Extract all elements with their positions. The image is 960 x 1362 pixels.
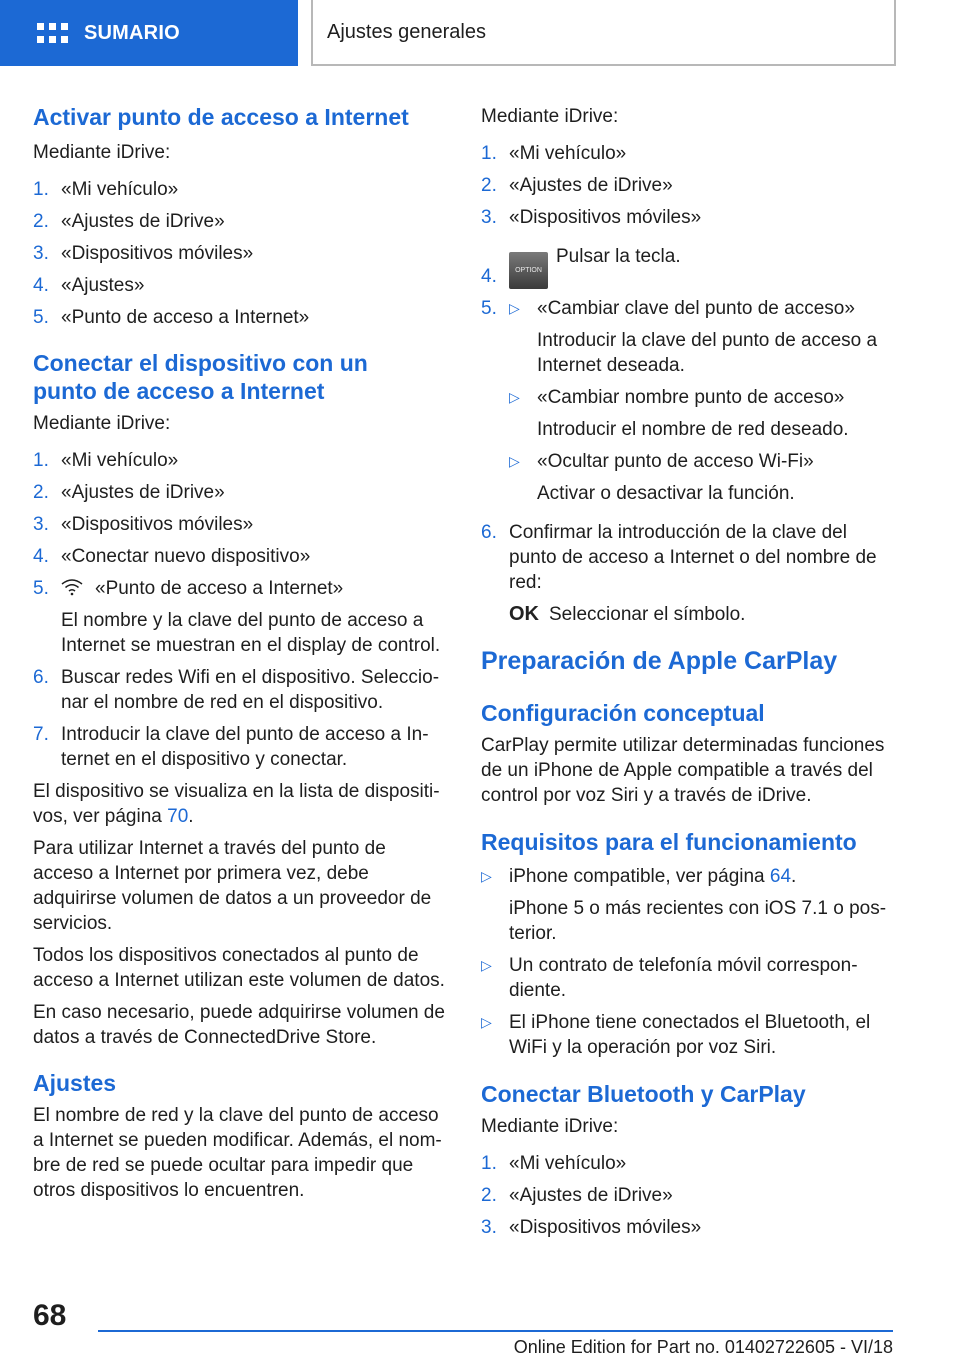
paragraph: Todos los dispositivos conectados al punto de acceso a Internet utilizan este volumen de datos. bbox=[33, 945, 445, 991]
heading-activate-hotspot: Activar punto de acceso a Internet bbox=[33, 104, 409, 130]
list-item: ▷ El iPhone tiene conectados el Bluetooth, el WiFi y la operación por voz Siri. bbox=[481, 1012, 871, 1058]
list-item: 3. «Dispositivos móviles» bbox=[33, 514, 254, 535]
list-item: 3. «Dispositivos móviles» bbox=[481, 1217, 702, 1238]
list-item: 4. OPTIONPulsar la tecla. bbox=[481, 246, 681, 287]
section-title: Ajustes generales bbox=[327, 20, 486, 43]
option-sublist bbox=[509, 296, 893, 506]
list-item: 2. «Ajustes de iDrive» bbox=[33, 482, 225, 503]
triangle-bullet-icon: ▷ bbox=[509, 389, 520, 405]
toc-label: SUMARIO bbox=[84, 21, 180, 44]
sub-list-item: ▷ «Cambiar nombre punto de acceso» Introducir el nombre de red deseado. bbox=[509, 387, 849, 440]
heading-connect-carplay: Conectar Bluetooth y CarPlay bbox=[481, 1081, 806, 1107]
triangle-bullet-icon: ▷ bbox=[509, 453, 520, 469]
requirements-list bbox=[481, 864, 893, 1060]
list-item: 2. «Ajustes de iDrive» bbox=[481, 175, 673, 196]
top-navigation bbox=[0, 0, 960, 66]
page-number: 68 bbox=[33, 1299, 67, 1332]
paragraph: En caso necesario, puede adquirirse volumen de datos a través de ConnectedDrive Store. bbox=[33, 1002, 445, 1048]
section-tab[interactable] bbox=[311, 0, 896, 66]
list-item: 1. «Mi vehículo» bbox=[481, 143, 627, 164]
left-column bbox=[33, 100, 449, 1210]
paragraph: El nombre de red y la clave del punto de acceso a Internet se pueden modificar. Además, el nombre de red se puede ocultar para impedir que otros dispositivos lo encuentren. bbox=[33, 1105, 442, 1201]
wifi-icon bbox=[61, 578, 83, 596]
steps-list-activate bbox=[33, 177, 449, 330]
triangle-bullet-icon: ▷ bbox=[481, 868, 492, 884]
intro-text: Mediante iDrive: bbox=[33, 142, 171, 163]
triangle-bullet-icon: ▷ bbox=[481, 957, 492, 973]
triangle-bullet-icon: ▷ bbox=[481, 1014, 492, 1030]
list-item: 2. «Ajustes de iDrive» bbox=[481, 1185, 673, 1206]
right-column bbox=[481, 100, 893, 1247]
list-item: 6. Confirmar la introducción de la clave del punto de acceso a Internet o del nombre de red: OK Seleccionar el símbolo. bbox=[481, 522, 877, 625]
grid-menu-icon bbox=[37, 22, 67, 44]
list-item: 4. «Conectar nuevo dispositivo» bbox=[33, 546, 311, 567]
list-item: 2. «Ajustes de iDrive» bbox=[33, 211, 225, 232]
heading-settings: Ajustes bbox=[33, 1070, 117, 1096]
list-item: 7. Introducir la clave del punto de acceso a Internet en el dispositivo y conectar. bbox=[33, 724, 429, 770]
sub-list-item: ▷ «Cambiar clave del punto de acceso» Introducir la clave del punto de acceso a Internet deseada. bbox=[509, 298, 878, 376]
paragraph: El dispositivo se visualiza en la lista de dispositivos, ver página 70. bbox=[33, 781, 440, 827]
steps-list-carplay bbox=[481, 1151, 893, 1240]
list-item: ▷ iPhone compatible, ver página 64. iPhone 5 o más recientes con iOS 7.1 o posterior. bbox=[481, 866, 887, 944]
page-link-70[interactable]: 70 bbox=[167, 806, 189, 827]
intro-text: Mediante iDrive: bbox=[481, 106, 619, 127]
heading-carplay: Preparación de Apple CarPlay bbox=[481, 647, 838, 675]
list-item: 4. «Ajustes» bbox=[33, 275, 145, 296]
steps-list-connect bbox=[33, 448, 449, 772]
ok-icon: OK bbox=[509, 603, 539, 625]
heading-connect-device: Conectar el dispositivo con un punto de acceso a Internet bbox=[33, 350, 368, 404]
toc-button[interactable] bbox=[0, 0, 298, 66]
list-item: 5. «Punto de acceso a Internet» El nombre y la clave del punto de acceso a Internet se muestran en el display de control. bbox=[33, 578, 441, 656]
heading-concept: Configuración conceptual bbox=[481, 700, 765, 726]
list-item: 3. «Dispositivos móviles» bbox=[481, 207, 702, 228]
heading-requirements: Requisitos para el funcionamiento bbox=[481, 829, 857, 855]
list-item: 5. «Punto de acceso a Internet» bbox=[33, 307, 310, 328]
paragraph: Para utilizar Internet a través del punto de acceso a Internet por primera vez, debe adquirirse volumen de datos a un proveedor de servicios. bbox=[33, 838, 432, 934]
intro-text: Mediante iDrive: bbox=[481, 1116, 619, 1137]
list-item: 1. «Mi vehículo» bbox=[33, 179, 179, 200]
list-item: ▷ Un contrato de telefonía móvil correspondiente. bbox=[481, 955, 858, 1001]
steps-list-change bbox=[481, 141, 893, 627]
list-item: 3. «Dispositivos móviles» bbox=[33, 243, 254, 264]
option-button-icon: OPTION bbox=[509, 252, 548, 289]
footer-divider bbox=[98, 1330, 893, 1332]
list-item: 1. «Mi vehículo» bbox=[33, 450, 179, 471]
sub-list-item: ▷ «Ocultar punto de acceso Wi-Fi» Activar o desactivar la función. bbox=[509, 451, 814, 504]
list-item: 5. ▷ «Cambiar clave del punto de acceso» Introducir la clave del punto de acceso a Internet deseada. ▷ «Cambiar nombre punto de acceso» Introducir el nombre de red deseado. ▷ «Ocultar punto de acceso Wi-Fi» Activar o desactivar la función. bbox=[481, 296, 893, 513]
list-item: 6. Buscar redes Wifi en el dispositivo. Seleccionar el nombre de red en el dispositivo. bbox=[33, 667, 440, 713]
list-item: 1. «Mi vehículo» bbox=[481, 1153, 627, 1174]
page-link-64[interactable]: 64 bbox=[769, 866, 792, 887]
edition-text: Online Edition for Part no. 01402722605 - VI/18 bbox=[513, 1337, 893, 1357]
intro-text: Mediante iDrive: bbox=[33, 413, 171, 434]
paragraph: CarPlay permite utilizar determinadas funciones de un iPhone de Apple compatible a través del control por voz Siri y a través de iDrive. bbox=[481, 735, 885, 806]
triangle-bullet-icon: ▷ bbox=[509, 300, 520, 316]
